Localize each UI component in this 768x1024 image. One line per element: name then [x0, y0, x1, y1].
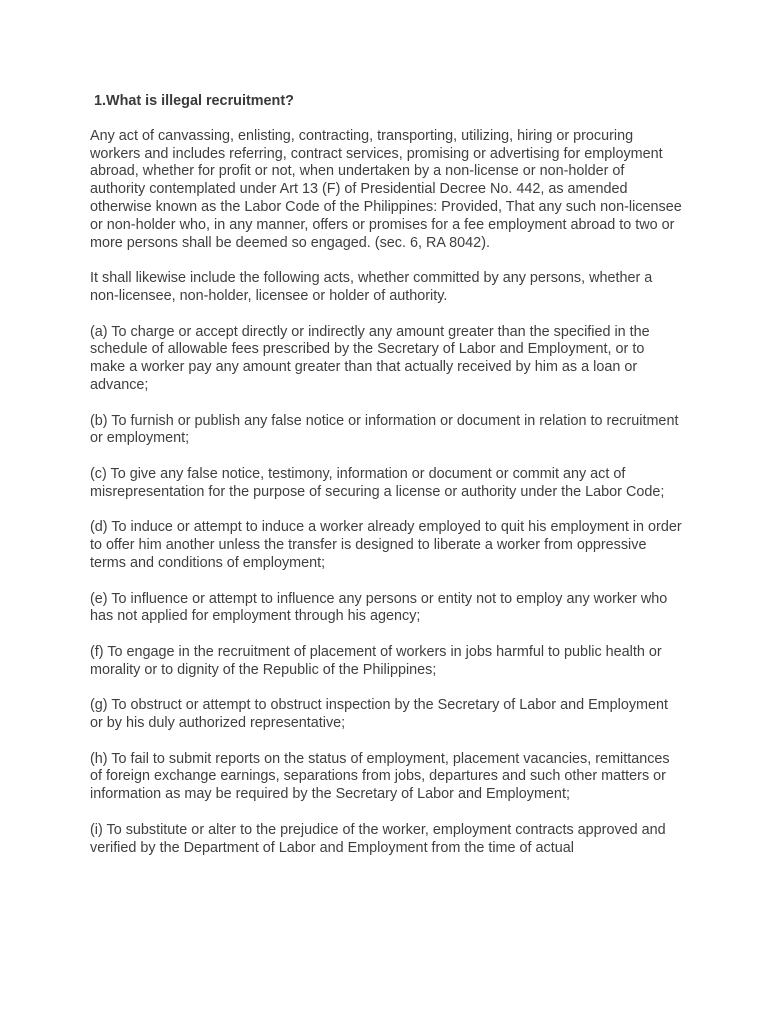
paragraph-item-d: (d) To induce or attempt to induce a worker already employed to quit his employment in order to offer him another unless the transfer is designed to liberate a worker from oppressive terms and conditions of employment; [90, 519, 682, 571]
paragraph-acts-intro: It shall likewise include the following acts, whether committed by any persons, whether a non-licensee, non-holder, licensee or holder of authority. [90, 270, 653, 304]
paragraph-item-g: (g) To obstruct or attempt to obstruct inspection by the Secretary of Labor and Employment or by his duly authorized representative; [90, 697, 669, 732]
section-heading: 1.What is illegal recruitment? [94, 93, 294, 109]
paragraph-item-h: (h) To fail to submit reports on the status of employment, placement vacancies, remittances of foreign exchange earnings, separations from jobs, departures and such other matters or information as may be required by the Secretary of Labor and Employment; [90, 750, 670, 803]
paragraph-item-c: (c) To give any false notice, testimony, information or document or commit any act of misrepresentation for the purpose of securing a license or authority under the Labor Code; [90, 465, 665, 500]
paragraph-item-f: (f) To engage in the recruitment of placement of workers in jobs harmful to public health or morality or to dignity of the Republic of the Philippines; [90, 643, 662, 678]
paragraph-item-a: (a) To charge or accept directly or indirectly any amount greater than the specified in the schedule of allowable fees prescribed by the Secretary of Labor and Employment, or to make a worker pay any amount greater than that actually received by him as a loan or advance; [90, 323, 650, 393]
paragraph-definition: Any act of canvassing, enlisting, contracting, transporting, utilizing, hiring or procuring workers and includes referring, contract services, promising or advertising for employment abroad, whether for profit or not, when undertaken by a non-license or non-holder of authority contemplated under Art 13 (F) of Presidential Decree No. 442, as amended otherwise known as the Labor Code of the Philippines: Provided, That any such non-licensee or non-holder who, in any manner, offers or promises for a fee employment abroad to two or more persons shall be deemed so engaged. (sec. 6, RA 8042). [90, 127, 682, 251]
paragraph-item-e: (e) To influence or attempt to influence any persons or entity not to employ any worker who has not applied for employment through his agency; [90, 590, 668, 625]
paragraph-item-i: (i) To substitute or alter to the prejudice of the worker, employment contracts approved and verified by the Department of Labor and Employment from the time of actual [90, 821, 666, 856]
document-page [90, 93, 682, 857]
paragraph-item-b: (b) To furnish or publish any false notice or information or document in relation to recruitment or employment; [90, 412, 679, 447]
